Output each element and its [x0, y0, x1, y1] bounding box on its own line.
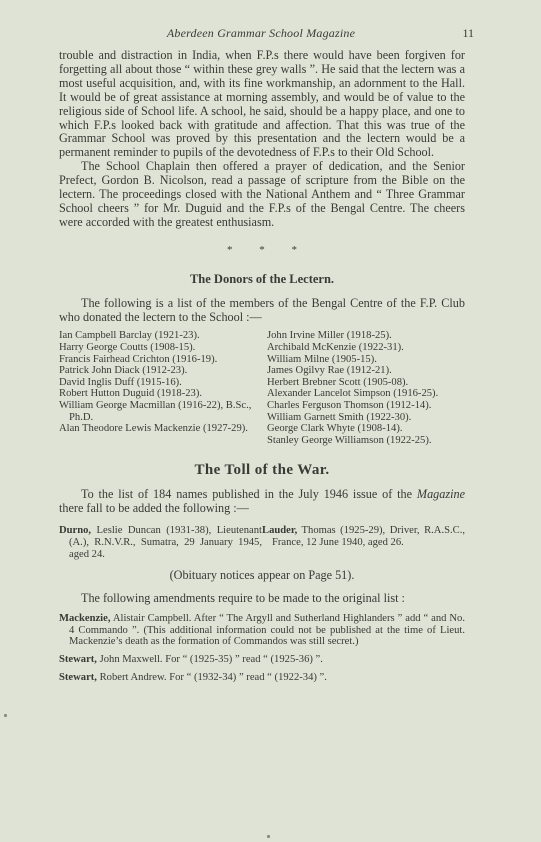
donor-item: David Inglis Duff (1915-16). [59, 376, 182, 388]
toll-entry [59, 525, 262, 560]
donor-item: John Irvine Miller (1918-25). [267, 330, 392, 342]
donor-item: Robert Hutton Duguid (1918-23). [59, 388, 203, 400]
donor-item: Stanley George Williamson (1922-25). [267, 434, 432, 446]
amendment-item [59, 672, 465, 684]
donor-item: William Garnett Smith (1922-30). [267, 411, 412, 423]
amendments-intro: The following amendments require to be made to the original list : [81, 591, 405, 606]
donor-item: Archibald McKenzie (1922-31). [267, 342, 404, 353]
donors-list [59, 330, 465, 446]
amendment-item [59, 654, 465, 666]
donor-item: Alan Theodore Lewis Mackenzie (1927-29). [59, 423, 248, 435]
donor-item: Harry George Coutts (1908-15). [59, 342, 196, 353]
margin-speck [267, 835, 270, 838]
magazine-title: Aberdeen Grammar School Magazine [166, 26, 356, 40]
page-number: 11 [462, 26, 474, 40]
toll-entry-details: Leslie Duncan (1931-38), Lieutenant (A.), R.N.V.R., Sumatra, 29 January 1945, aged 24. [69, 525, 262, 560]
donor-item: Francis Fairhead Crichton (1916-19). [59, 353, 218, 365]
donor-item: James Ogilvy Rae (1912-21). [267, 365, 392, 377]
toll-entries [59, 525, 465, 560]
donors-heading: The Donors of the Lectern. [189, 271, 335, 286]
amendment-details: John Maxwell. For “ (1925-35) ” read “ (1925-36) ”. [96, 654, 323, 666]
toll-heading: The Toll of the War. [194, 462, 330, 479]
toll-entry [262, 525, 465, 560]
amendment-surname: Stewart, [59, 671, 97, 683]
amendment-surname: Stewart, [59, 654, 97, 666]
amendment-surname: Mackenzie, [59, 613, 111, 625]
amendment-details: Alistair Campbell. After “ The Argyll and Sutherland Highlanders ” add “ and No. 4 Commando ”. (This additional information could not be published at the time of Lieut. Mackenzie’s death as the formation of Commandos was still secret.) [69, 613, 465, 648]
page-body [59, 49, 465, 689]
donor-item: William George Macmillan (1916-22), B.Sc., Ph.D. [59, 399, 252, 423]
donors-left-column [59, 330, 257, 446]
toll-intro [59, 488, 465, 516]
donor-item: Patrick John Diack (1912-23). [59, 365, 188, 377]
donors-intro: The following is a list of the members of the Bengal Centre of the F.P. Club who donated the lectern to the School :— [59, 295, 465, 324]
section-separator: * * * [227, 243, 297, 256]
amendment-item [59, 613, 465, 648]
donor-item: Alexander Lancelot Simpson (1916-25). [267, 388, 439, 400]
toll-entry-details: Thomas (1925-29), Driver, R.A.S.C., France, 12 June 1940, aged 26. [272, 525, 465, 548]
toll-entry-surname: Durno, [59, 525, 92, 537]
paragraph-chaplain: The School Chaplain then offered a prayer of dedication, and the Senior Prefect, Gordon B. Nicolson, read a passage of scripture from the Bible on the lectern. The proceedings closed with the National Anthem and “ Three Grammar School cheers ” for Mr. Duguid and the F.P.s of the Bengal Centre. The cheers were accorded with the greatest enthusiasm. [59, 159, 465, 229]
donor-item: William Milne (1905-15). [267, 353, 377, 365]
magazine-name: Magazine [416, 487, 465, 502]
paragraph-continuation: trouble and distraction in India, when F.P.s there would have been forgiven for forgetting all about those “ within these grey walls ”. He said that the lectern was a most useful acquisition, and, with its fine workmanship, an adornment to the Hall. It would be of great assistance at morning assembly, and would be of value to the religious side of School life. A school, he said, should be a happy place, and one to which F.P.s looked back with gratitude and affection. That this was true of the Grammar School was proved by this presentation and the lectern would be a permanent reminder to pupils of the devotedness of F.P.s to their Old School. [59, 48, 465, 160]
donor-item: Ian Campbell Barclay (1921-23). [59, 330, 200, 342]
donor-item: George Clark Whyte (1908-14). [267, 423, 403, 435]
toll-entry-surname: Lauder, [262, 525, 298, 537]
toll-intro-text-end: there fall to be added the following :— [59, 501, 249, 516]
margin-speck [4, 714, 7, 717]
donor-item: Herbert Brebner Scott (1905-08). [267, 376, 409, 388]
donors-right-column [267, 330, 465, 446]
amendment-details: Robert Andrew. For “ (1932-34) ” read “ (1922-34) ”. [96, 671, 327, 683]
running-header [58, 26, 474, 44]
donor-item: Charles Ferguson Thomson (1912-14). [267, 399, 432, 411]
toll-intro-text: To the list of 184 names published in the July 1946 issue of the [81, 487, 417, 502]
obituary-notice: (Obituary notices appear on Page 51). [169, 568, 355, 583]
